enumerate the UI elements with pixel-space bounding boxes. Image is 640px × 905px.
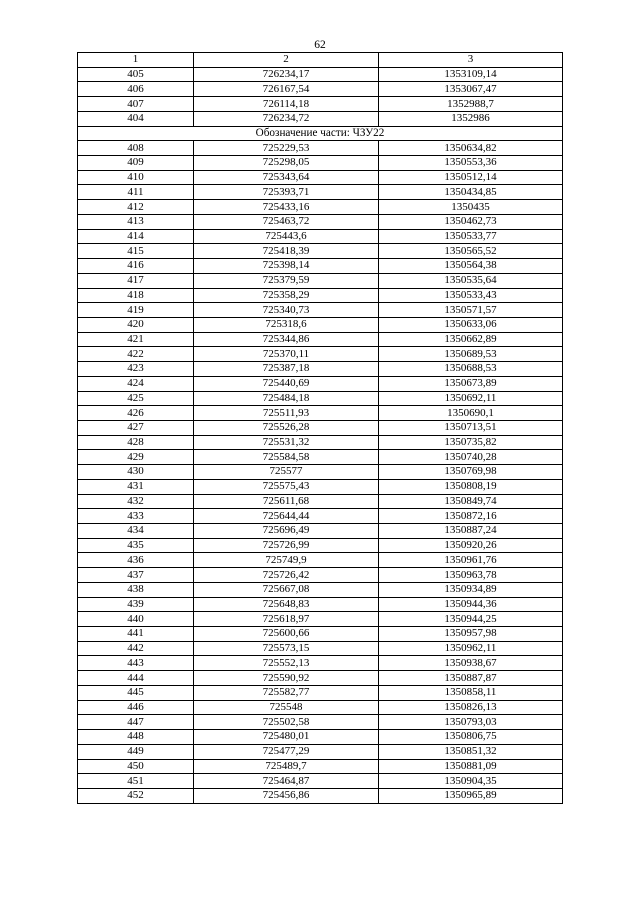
- y-coordinate-cell: 1353109,14: [379, 67, 563, 82]
- x-coordinate-cell: 725484,18: [194, 391, 379, 406]
- y-coordinate-cell: 1350858,11: [379, 685, 563, 700]
- table-row: [78, 553, 563, 568]
- point-number-cell: 420: [78, 317, 194, 332]
- y-coordinate-cell: 1350535,64: [379, 273, 563, 288]
- point-number-cell: 450: [78, 759, 194, 774]
- x-coordinate-cell: 725749,9: [194, 553, 379, 568]
- table-row: [78, 259, 563, 274]
- point-number-cell: 408: [78, 141, 194, 156]
- x-coordinate-cell: 725511,93: [194, 406, 379, 421]
- x-coordinate-cell: 725726,42: [194, 568, 379, 583]
- y-coordinate-cell: 1350692,11: [379, 391, 563, 406]
- point-number-cell: 414: [78, 229, 194, 244]
- x-coordinate-cell: 725726,99: [194, 538, 379, 553]
- point-number-cell: 446: [78, 700, 194, 715]
- point-number-cell: 433: [78, 509, 194, 524]
- table-row: [78, 509, 563, 524]
- y-coordinate-cell: 1350435: [379, 200, 563, 215]
- table-row: [78, 170, 563, 185]
- table-row: [78, 568, 563, 583]
- page-number: 62: [314, 39, 326, 51]
- table-row: [78, 273, 563, 288]
- y-coordinate-cell: 1350872,16: [379, 509, 563, 524]
- table-row: [78, 185, 563, 200]
- x-coordinate-cell: 725456,86: [194, 788, 379, 803]
- y-coordinate-cell: 1350881,09: [379, 759, 563, 774]
- y-coordinate-cell: 1350957,98: [379, 627, 563, 642]
- y-coordinate-cell: 1350533,43: [379, 288, 563, 303]
- table-row: [78, 214, 563, 229]
- table-row: [78, 744, 563, 759]
- point-number-cell: 405: [78, 67, 194, 82]
- point-number-cell: 412: [78, 200, 194, 215]
- table-row: [78, 538, 563, 553]
- y-coordinate-cell: 1350944,36: [379, 597, 563, 612]
- x-coordinate-cell: 725358,29: [194, 288, 379, 303]
- point-number-cell: 436: [78, 553, 194, 568]
- table-row: [78, 671, 563, 686]
- table-row: [78, 67, 563, 82]
- table-row: [78, 656, 563, 671]
- table-row: [78, 244, 563, 259]
- table-row: [78, 700, 563, 715]
- x-coordinate-cell: 725502,58: [194, 715, 379, 730]
- point-number-cell: 435: [78, 538, 194, 553]
- y-coordinate-cell: 1350806,75: [379, 730, 563, 745]
- x-coordinate-cell: 725440,69: [194, 376, 379, 391]
- y-coordinate-cell: 1350904,35: [379, 774, 563, 789]
- y-coordinate-cell: 1350673,89: [379, 376, 563, 391]
- section-header-row: [78, 126, 563, 141]
- y-coordinate-cell: 1350662,89: [379, 332, 563, 347]
- table-row: [78, 420, 563, 435]
- point-number-cell: 431: [78, 479, 194, 494]
- x-coordinate-cell: 726167,54: [194, 82, 379, 97]
- point-number-cell: 432: [78, 494, 194, 509]
- table-row: [78, 200, 563, 215]
- point-number-cell: 444: [78, 671, 194, 686]
- point-number-cell: 441: [78, 627, 194, 642]
- point-number-cell: 415: [78, 244, 194, 259]
- point-number-cell: 429: [78, 450, 194, 465]
- x-coordinate-cell: 725433,16: [194, 200, 379, 215]
- table-row: [78, 685, 563, 700]
- table-row: [78, 347, 563, 362]
- table-row: [78, 288, 563, 303]
- point-number-cell: 406: [78, 82, 194, 97]
- x-coordinate-cell: 725379,59: [194, 273, 379, 288]
- point-number-cell: 409: [78, 156, 194, 171]
- y-coordinate-cell: 1350934,89: [379, 582, 563, 597]
- point-number-cell: 434: [78, 524, 194, 539]
- table-row: [78, 465, 563, 480]
- point-number-cell: 423: [78, 362, 194, 377]
- table-row: [78, 730, 563, 745]
- coordinates-table: [77, 52, 563, 804]
- table-row: [78, 597, 563, 612]
- table-row: [78, 582, 563, 597]
- table-row: [78, 82, 563, 97]
- point-number-cell: 437: [78, 568, 194, 583]
- y-coordinate-cell: 1350962,11: [379, 641, 563, 656]
- table-row: [78, 303, 563, 318]
- y-coordinate-cell: 1353067,47: [379, 82, 563, 97]
- x-coordinate-cell: 725340,73: [194, 303, 379, 318]
- y-coordinate-cell: 1350634,82: [379, 141, 563, 156]
- x-coordinate-cell: 725370,11: [194, 347, 379, 362]
- x-coordinate-cell: 725573,15: [194, 641, 379, 656]
- y-coordinate-cell: 1352986: [379, 111, 563, 126]
- header-col-3: 3: [379, 53, 563, 68]
- point-number-cell: 427: [78, 420, 194, 435]
- y-coordinate-cell: 1350533,77: [379, 229, 563, 244]
- point-number-cell: 452: [78, 788, 194, 803]
- table-row: [78, 332, 563, 347]
- y-coordinate-cell: 1350965,89: [379, 788, 563, 803]
- x-coordinate-cell: 725644,44: [194, 509, 379, 524]
- x-coordinate-cell: 725611,68: [194, 494, 379, 509]
- x-coordinate-cell: 725393,71: [194, 185, 379, 200]
- y-coordinate-cell: 1350462,73: [379, 214, 563, 229]
- x-coordinate-cell: 725477,29: [194, 744, 379, 759]
- x-coordinate-cell: 725590,92: [194, 671, 379, 686]
- x-coordinate-cell: 725577: [194, 465, 379, 480]
- point-number-cell: 439: [78, 597, 194, 612]
- point-number-cell: 442: [78, 641, 194, 656]
- x-coordinate-cell: 725667,08: [194, 582, 379, 597]
- x-coordinate-cell: 725298,05: [194, 156, 379, 171]
- table-row: [78, 317, 563, 332]
- table-row: [78, 141, 563, 156]
- point-number-cell: 451: [78, 774, 194, 789]
- header-col-2: 2: [194, 53, 379, 68]
- point-number-cell: 440: [78, 612, 194, 627]
- table-row: [78, 774, 563, 789]
- point-number-cell: 417: [78, 273, 194, 288]
- y-coordinate-cell: 1350944,25: [379, 612, 563, 627]
- x-coordinate-cell: 725552,13: [194, 656, 379, 671]
- point-number-cell: 407: [78, 97, 194, 112]
- table-row: [78, 627, 563, 642]
- x-coordinate-cell: 725489,7: [194, 759, 379, 774]
- x-coordinate-cell: 726234,17: [194, 67, 379, 82]
- table-row: [78, 376, 563, 391]
- x-coordinate-cell: 725229,53: [194, 141, 379, 156]
- table-row: [78, 788, 563, 803]
- table-row: [78, 479, 563, 494]
- point-number-cell: 411: [78, 185, 194, 200]
- x-coordinate-cell: 725531,32: [194, 435, 379, 450]
- x-coordinate-cell: 725344,86: [194, 332, 379, 347]
- x-coordinate-cell: 725618,97: [194, 612, 379, 627]
- y-coordinate-cell: 1350713,51: [379, 420, 563, 435]
- y-coordinate-cell: 1350740,28: [379, 450, 563, 465]
- point-number-cell: 426: [78, 406, 194, 421]
- point-number-cell: 416: [78, 259, 194, 274]
- point-number-cell: 425: [78, 391, 194, 406]
- y-coordinate-cell: 1350735,82: [379, 435, 563, 450]
- table-row: [78, 450, 563, 465]
- table-row: [78, 97, 563, 112]
- table-row: [78, 156, 563, 171]
- y-coordinate-cell: 1350826,13: [379, 700, 563, 715]
- point-number-cell: 448: [78, 730, 194, 745]
- y-coordinate-cell: 1350961,76: [379, 553, 563, 568]
- y-coordinate-cell: 1350963,78: [379, 568, 563, 583]
- table-row: [78, 111, 563, 126]
- point-number-cell: 447: [78, 715, 194, 730]
- x-coordinate-cell: 725443,6: [194, 229, 379, 244]
- x-coordinate-cell: 725418,39: [194, 244, 379, 259]
- y-coordinate-cell: 1350553,36: [379, 156, 563, 171]
- point-number-cell: 418: [78, 288, 194, 303]
- point-number-cell: 449: [78, 744, 194, 759]
- point-number-cell: 424: [78, 376, 194, 391]
- point-number-cell: 422: [78, 347, 194, 362]
- x-coordinate-cell: 725575,43: [194, 479, 379, 494]
- point-number-cell: 410: [78, 170, 194, 185]
- y-coordinate-cell: 1350793,03: [379, 715, 563, 730]
- header-col-1: 1: [78, 53, 194, 68]
- point-number-cell: 421: [78, 332, 194, 347]
- y-coordinate-cell: 1350690,1: [379, 406, 563, 421]
- point-number-cell: 419: [78, 303, 194, 318]
- x-coordinate-cell: 726114,18: [194, 97, 379, 112]
- x-coordinate-cell: 725584,58: [194, 450, 379, 465]
- table-row: [78, 641, 563, 656]
- y-coordinate-cell: 1350633,06: [379, 317, 563, 332]
- y-coordinate-cell: 1350769,98: [379, 465, 563, 480]
- y-coordinate-cell: 1350434,85: [379, 185, 563, 200]
- table-row: [78, 524, 563, 539]
- x-coordinate-cell: 726234,72: [194, 111, 379, 126]
- table-body: [78, 67, 563, 803]
- point-number-cell: 413: [78, 214, 194, 229]
- x-coordinate-cell: 725398,14: [194, 259, 379, 274]
- y-coordinate-cell: 1350849,74: [379, 494, 563, 509]
- section-title: Обозначение части: ЧЗУ22: [78, 126, 563, 141]
- y-coordinate-cell: 1350571,57: [379, 303, 563, 318]
- y-coordinate-cell: 1350565,52: [379, 244, 563, 259]
- point-number-cell: 445: [78, 685, 194, 700]
- y-coordinate-cell: 1350938,67: [379, 656, 563, 671]
- x-coordinate-cell: 725480,01: [194, 730, 379, 745]
- x-coordinate-cell: 725387,18: [194, 362, 379, 377]
- y-coordinate-cell: 1350851,32: [379, 744, 563, 759]
- y-coordinate-cell: 1350887,87: [379, 671, 563, 686]
- point-number-cell: 428: [78, 435, 194, 450]
- table-row: [78, 362, 563, 377]
- x-coordinate-cell: 725648,83: [194, 597, 379, 612]
- y-coordinate-cell: 1350808,19: [379, 479, 563, 494]
- y-coordinate-cell: 1350688,53: [379, 362, 563, 377]
- point-number-cell: 438: [78, 582, 194, 597]
- table-header-row: [78, 53, 563, 68]
- y-coordinate-cell: 1352988,7: [379, 97, 563, 112]
- table-row: [78, 612, 563, 627]
- x-coordinate-cell: 725696,49: [194, 524, 379, 539]
- x-coordinate-cell: 725548: [194, 700, 379, 715]
- x-coordinate-cell: 725318,6: [194, 317, 379, 332]
- y-coordinate-cell: 1350689,53: [379, 347, 563, 362]
- table-row: [78, 406, 563, 421]
- table-row: [78, 494, 563, 509]
- x-coordinate-cell: 725463,72: [194, 214, 379, 229]
- x-coordinate-cell: 725582,77: [194, 685, 379, 700]
- table-row: [78, 435, 563, 450]
- y-coordinate-cell: 1350887,24: [379, 524, 563, 539]
- table-row: [78, 229, 563, 244]
- table-row: [78, 759, 563, 774]
- table-row: [78, 715, 563, 730]
- x-coordinate-cell: 725600,66: [194, 627, 379, 642]
- y-coordinate-cell: 1350920,26: [379, 538, 563, 553]
- point-number-cell: 404: [78, 111, 194, 126]
- x-coordinate-cell: 725526,28: [194, 420, 379, 435]
- y-coordinate-cell: 1350512,14: [379, 170, 563, 185]
- table-row: [78, 391, 563, 406]
- x-coordinate-cell: 725343,64: [194, 170, 379, 185]
- point-number-cell: 430: [78, 465, 194, 480]
- point-number-cell: 443: [78, 656, 194, 671]
- x-coordinate-cell: 725464,87: [194, 774, 379, 789]
- y-coordinate-cell: 1350564,38: [379, 259, 563, 274]
